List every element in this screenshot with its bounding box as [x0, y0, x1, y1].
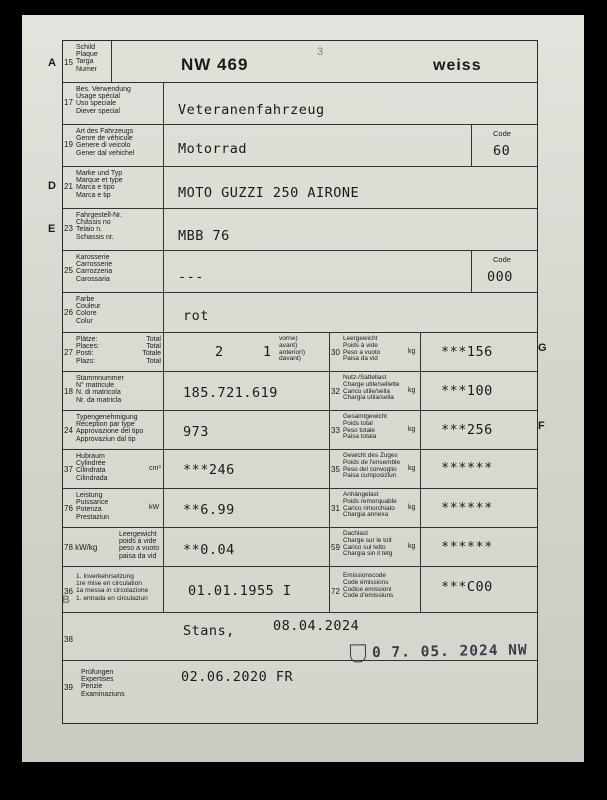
- vehicle-type-value: Motorrad: [178, 141, 248, 157]
- body-value: ---: [178, 269, 204, 285]
- row-inspection: 39 Prüfungen Expertises Perizie Examinaziuns 02.06.2020 FR: [64, 669, 294, 698]
- registration-card: [62, 40, 538, 724]
- payload-value: ***100: [441, 383, 493, 399]
- make-value: MOTO GUZZI 250 AIRONE: [178, 185, 360, 201]
- emission-value: ***C00: [441, 579, 493, 595]
- chassis-value: MBB 76: [178, 228, 230, 244]
- color-value: rot: [183, 308, 209, 324]
- row-chassis: 23 Fahrgestell-Nr. Châssis no Telaio n. Schassis nr. MBB 76: [63, 209, 537, 251]
- roof-value: ******: [441, 539, 493, 555]
- row-matricule: 18 Stammnummer N° matricule N. di matricola Nr. da matricla 185.721.619 32 Nutz-/Sattellast Charge utile/sellette Carico utile/sella Chargia utila/sella kg ***100: [63, 372, 537, 411]
- row-seats: 27 Plätze: Places: Posti: Plazs: Total Total Totale Total 2 1 vorne) avant) anteriori) davant) 30 Leergewicht Poids à vide Peso a vuoto Paisa da vid kg ***156: [63, 333, 537, 372]
- first-registration-value: 01.01.1955 I: [188, 583, 292, 599]
- row-plate: 15 Schild Plaque Targa Numer NW 469 weiss: [63, 41, 537, 83]
- trailer-value: ******: [441, 500, 493, 516]
- row-color: 26 Farbe Couleur Colore Colur rot: [63, 293, 537, 333]
- canton-seal-icon: [350, 644, 366, 662]
- seats-front: 1: [263, 344, 272, 360]
- row-usage: 17 Bes. Verwendung Usage spécial Uso speciale Diever special Veteranenfahrzeug: [63, 83, 537, 125]
- marker-f: F: [538, 420, 545, 432]
- displacement-value: ***246: [183, 462, 235, 478]
- row-first-registration: 36 1. Inverkehrsetzung 1re mise en circulation 1a messa in circolazione 1. entrada en circulaziun 01.01.1955 I 72 Emissionscode Code émissions Codice emissioni Code d'emissiuns ***C00: [63, 567, 537, 613]
- row-approval: 24 Typengenehmigung Réception par type Approvazione del tipo Approvaziun dal tip 973 33 Gesamtgewicht Poids total Peso totale Paisa totala kg ***256: [63, 411, 537, 450]
- marker-e: E: [48, 223, 56, 235]
- plate-color: weiss: [433, 57, 482, 74]
- approval-value: 973: [183, 424, 209, 440]
- row-issue: 38 Stans, 08.04.2024: [63, 613, 537, 661]
- row-ratio: 78 kW/kg Leergewicht poids à vide peso a vuoto paisa da vid **0.04 59 Dachlast Charge sur le toit Carico sul tetto Chargia sin il tetg kg ******: [63, 528, 537, 567]
- issue-date: 08.04.2024: [273, 618, 360, 634]
- row-power: 76 Leistung Puissance Potenza Prestaziun kW **6.99 31 Anhängelast Poids remorquable Carico rimorchiato Chargia annexa kg ******: [63, 489, 537, 528]
- row-vehicle-type: 19 Art des Fahrzeugs Genre de véhicule Genere di veicolo Gener dal vehichel Motorrad Code 60: [63, 125, 537, 167]
- train-weight-value: ******: [441, 460, 493, 476]
- body-code: 000: [487, 269, 513, 285]
- plate-number: NW 469: [181, 55, 249, 74]
- power-value: **6.99: [183, 502, 235, 518]
- marker-g: G: [538, 342, 547, 354]
- issue-place: Stans,: [183, 623, 235, 639]
- seats-total: 2: [215, 344, 224, 360]
- marker-a: A: [48, 57, 56, 69]
- usage-value: Veteranenfahrzeug: [178, 102, 325, 118]
- inspection-value: 02.06.2020 FR: [181, 669, 294, 685]
- row-body: 25 Karosserie Carrosserie Carrozzeria Carossaria --- Code 000: [63, 251, 537, 293]
- total-weight-value: ***256: [441, 422, 493, 438]
- empty-weight-value: ***156: [441, 344, 493, 360]
- plate-label: Schild Plaque Targa Numer: [76, 44, 98, 73]
- marker-d: D: [48, 180, 56, 192]
- vehicle-type-code: 60: [493, 143, 511, 159]
- office-stamp: 0 7. 05. 2024 NW: [350, 641, 528, 662]
- matricule-value: 185.721.619: [183, 385, 278, 401]
- row-displacement: 37 Hubraum Cylindrée Cilindrata Cilindrada cm³ ***246 35 Gewicht des Zuges Poids de l'ensemble Peso del convoglio Paisa cumposiziun kg ******: [63, 450, 537, 489]
- row-make: 21 Marke und Typ Marque et type Marca e tipo Marca e tip MOTO GUZZI 250 AIRONE: [63, 167, 537, 209]
- ratio-value: **0.04: [183, 542, 235, 558]
